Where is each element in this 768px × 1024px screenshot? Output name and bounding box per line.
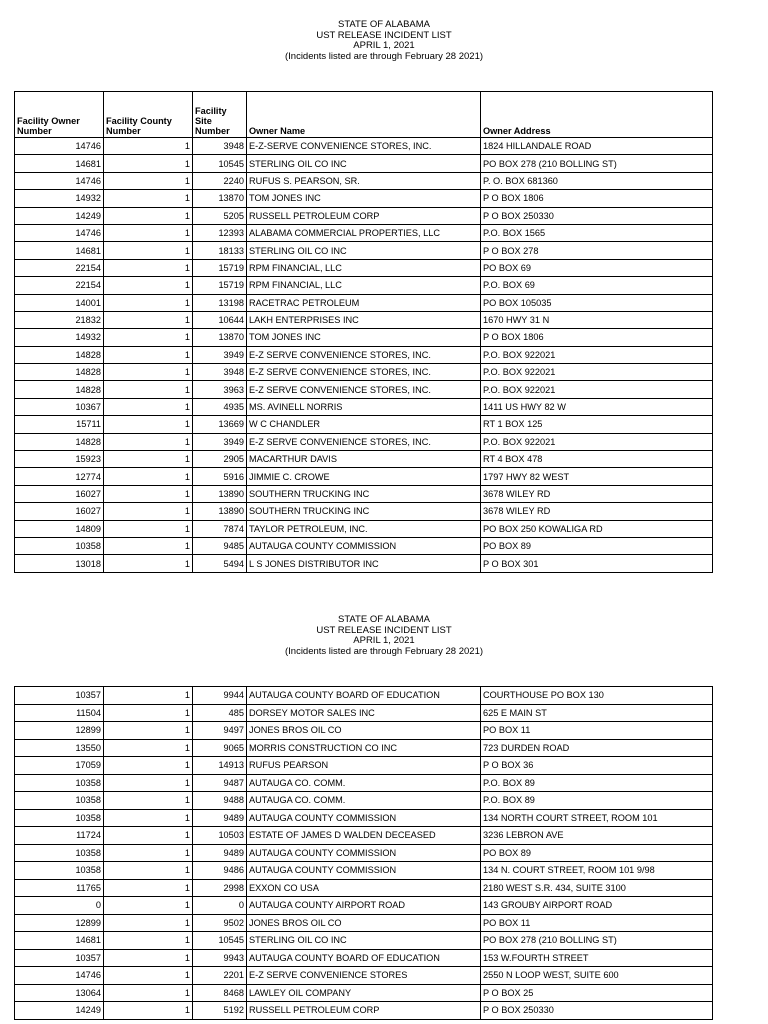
site-number-cell: 7874 bbox=[193, 520, 247, 537]
owner-address-cell: PO BOX 89 bbox=[481, 537, 713, 554]
owner-name-cell: SOUTHERN TRUCKING INC bbox=[247, 485, 481, 502]
owner-address-cell: P.O. BOX 69 bbox=[481, 277, 713, 294]
county-number-cell: 1 bbox=[104, 364, 193, 381]
owner-address-cell: 723 DURDEN ROAD bbox=[481, 739, 713, 757]
table-row bbox=[15, 739, 713, 757]
county-number-cell: 1 bbox=[104, 242, 193, 259]
county-number-cell: 1 bbox=[104, 757, 193, 775]
county-number-cell: 1 bbox=[104, 1002, 193, 1020]
owner-name-cell: RUSSELL PETROLEUM CORP bbox=[247, 207, 481, 224]
county-number-cell: 1 bbox=[104, 294, 193, 311]
county-number-cell: 1 bbox=[104, 207, 193, 224]
county-number-cell: 1 bbox=[104, 451, 193, 468]
owner-number-cell: 14681 bbox=[15, 932, 104, 950]
header-list-title: UST RELEASE INCIDENT LIST bbox=[316, 624, 452, 636]
site-number-cell: 18133 bbox=[193, 242, 247, 259]
owner-name-cell: STERLING OIL CO INC bbox=[247, 155, 481, 172]
owner-number-cell: 11724 bbox=[15, 827, 104, 845]
owner-address-cell: 143 GROUBY AIRPORT ROAD bbox=[481, 897, 713, 915]
site-number-cell: 13198 bbox=[193, 294, 247, 311]
site-number-cell: 12393 bbox=[193, 224, 247, 241]
owner-name-cell: LAWLEY OIL COMPANY bbox=[247, 984, 481, 1002]
table-row bbox=[15, 451, 713, 468]
owner-address-cell: P O BOX 36 bbox=[481, 757, 713, 775]
owner-name-cell: AUTAUGA COUNTY COMMISSION bbox=[247, 809, 481, 827]
county-number-cell: 1 bbox=[104, 774, 193, 792]
owner-name-cell: AUTAUGA COUNTY BOARD OF EDUCATION bbox=[247, 949, 481, 967]
col-header-owner-address: Owner Address bbox=[481, 92, 713, 138]
site-number-cell: 5192 bbox=[193, 1002, 247, 1020]
table-row bbox=[15, 503, 713, 520]
table-row bbox=[15, 537, 713, 554]
site-number-cell: 3963 bbox=[193, 381, 247, 398]
owner-name-cell: MORRIS CONSTRUCTION CO INC bbox=[247, 739, 481, 757]
owner-number-cell: 10367 bbox=[15, 398, 104, 415]
county-number-cell: 1 bbox=[104, 949, 193, 967]
owner-number-cell: 10358 bbox=[15, 537, 104, 554]
site-number-cell: 10545 bbox=[193, 932, 247, 950]
site-number-cell: 2201 bbox=[193, 967, 247, 985]
site-number-cell: 9497 bbox=[193, 722, 247, 740]
table-row bbox=[15, 172, 713, 189]
table-body-2 bbox=[15, 687, 713, 1020]
table-row bbox=[15, 190, 713, 207]
owner-address-cell: COURTHOUSE PO BOX 130 bbox=[481, 687, 713, 705]
owner-number-cell: 22154 bbox=[15, 259, 104, 276]
owner-number-cell: 17059 bbox=[15, 757, 104, 775]
owner-number-cell: 13064 bbox=[15, 984, 104, 1002]
owner-name-cell: MS. AVINELL NORRIS bbox=[247, 398, 481, 415]
table-row bbox=[15, 138, 713, 155]
owner-address-cell: P.O. BOX 922021 bbox=[481, 433, 713, 450]
owner-address-cell: P.O. BOX 922021 bbox=[481, 381, 713, 398]
county-number-cell: 1 bbox=[104, 932, 193, 950]
county-number-cell: 1 bbox=[104, 224, 193, 241]
owner-address-cell: PO BOX 11 bbox=[481, 722, 713, 740]
site-number-cell: 3948 bbox=[193, 364, 247, 381]
site-number-cell: 15719 bbox=[193, 277, 247, 294]
owner-number-cell: 10357 bbox=[15, 687, 104, 705]
owner-name-cell: TOM JONES INC bbox=[247, 329, 481, 346]
owner-address-cell: P O BOX 250330 bbox=[481, 1002, 713, 1020]
header-note: (Incidents listed are through February 28 2021) bbox=[284, 50, 484, 62]
table-row bbox=[15, 277, 713, 294]
table-row bbox=[15, 224, 713, 241]
county-number-cell: 1 bbox=[104, 555, 193, 572]
header-list-title: UST RELEASE INCIDENT LIST bbox=[316, 29, 452, 41]
owner-number-cell: 11765 bbox=[15, 879, 104, 897]
owner-name-cell: AUTAUGA CO. COMM. bbox=[247, 774, 481, 792]
owner-number-cell: 14828 bbox=[15, 433, 104, 450]
site-number-cell: 9486 bbox=[193, 862, 247, 880]
table-row bbox=[15, 555, 713, 572]
owner-address-cell: P O BOX 1806 bbox=[481, 190, 713, 207]
owner-address-cell: P O BOX 25 bbox=[481, 984, 713, 1002]
owner-number-cell: 14809 bbox=[15, 520, 104, 537]
owner-number-cell: 14746 bbox=[15, 172, 104, 189]
report-header-2 bbox=[0, 615, 768, 657]
table-row bbox=[15, 809, 713, 827]
owner-number-cell: 12899 bbox=[15, 722, 104, 740]
owner-number-cell: 22154 bbox=[15, 277, 104, 294]
table-header-row bbox=[15, 92, 713, 138]
owner-name-cell: AUTAUGA COUNTY AIRPORT ROAD bbox=[247, 897, 481, 915]
table-row bbox=[15, 398, 713, 415]
owner-address-cell: PO BOX 105035 bbox=[481, 294, 713, 311]
owner-number-cell: 16027 bbox=[15, 485, 104, 502]
col-header-owner-name: Owner Name bbox=[247, 92, 481, 138]
owner-name-cell: STERLING OIL CO INC bbox=[247, 242, 481, 259]
owner-name-cell: LAKH ENTERPRISES INC bbox=[247, 311, 481, 328]
table-row bbox=[15, 329, 713, 346]
table-row bbox=[15, 242, 713, 259]
county-number-cell: 1 bbox=[104, 381, 193, 398]
header-date: APRIL 1, 2021 bbox=[353, 635, 415, 646]
report-header-1 bbox=[0, 20, 768, 62]
owner-number-cell: 10358 bbox=[15, 809, 104, 827]
table-row bbox=[15, 722, 713, 740]
header-note: (Incidents listed are through February 28 2021) bbox=[284, 645, 484, 657]
owner-number-cell: 15711 bbox=[15, 416, 104, 433]
owner-name-cell: RPM FINANCIAL, LLC bbox=[247, 277, 481, 294]
county-number-cell: 1 bbox=[104, 190, 193, 207]
table-row bbox=[15, 207, 713, 224]
owner-name-cell: JONES BROS OIL CO bbox=[247, 914, 481, 932]
owner-name-cell: W C CHANDLER bbox=[247, 416, 481, 433]
owner-number-cell: 13550 bbox=[15, 739, 104, 757]
site-number-cell: 15719 bbox=[193, 259, 247, 276]
table-row bbox=[15, 485, 713, 502]
owner-name-cell: SOUTHERN TRUCKING INC bbox=[247, 503, 481, 520]
owner-address-cell: PO BOX 69 bbox=[481, 259, 713, 276]
owner-address-cell: 625 E MAIN ST bbox=[481, 704, 713, 722]
owner-name-cell: AUTAUGA CO. COMM. bbox=[247, 792, 481, 810]
county-number-cell: 1 bbox=[104, 722, 193, 740]
owner-address-cell: P O BOX 250330 bbox=[481, 207, 713, 224]
county-number-cell: 1 bbox=[104, 704, 193, 722]
county-number-cell: 1 bbox=[104, 155, 193, 172]
owner-address-cell: 134 NORTH COURT STREET, ROOM 101 bbox=[481, 809, 713, 827]
county-number-cell: 1 bbox=[104, 537, 193, 554]
table-row bbox=[15, 949, 713, 967]
table-row bbox=[15, 364, 713, 381]
owner-name-cell: RPM FINANCIAL, LLC bbox=[247, 259, 481, 276]
table-row bbox=[15, 433, 713, 450]
owner-name-cell: EXXON CO USA bbox=[247, 879, 481, 897]
county-number-cell: 1 bbox=[104, 862, 193, 880]
owner-name-cell: JONES BROS OIL CO bbox=[247, 722, 481, 740]
owner-address-cell: P.O. BOX 922021 bbox=[481, 346, 713, 363]
site-number-cell: 5916 bbox=[193, 468, 247, 485]
owner-address-cell: PO BOX 278 (210 BOLLING ST) bbox=[481, 932, 713, 950]
owner-name-cell: JIMMIE C. CROWE bbox=[247, 468, 481, 485]
owner-address-cell: 1797 HWY 82 WEST bbox=[481, 468, 713, 485]
county-number-cell: 1 bbox=[104, 468, 193, 485]
county-number-cell: 1 bbox=[104, 485, 193, 502]
owner-address-cell: P.O. BOX 922021 bbox=[481, 364, 713, 381]
owner-address-cell: PO BOX 278 (210 BOLLING ST) bbox=[481, 155, 713, 172]
owner-address-cell: 1411 US HWY 82 W bbox=[481, 398, 713, 415]
table-row bbox=[15, 704, 713, 722]
table-row bbox=[15, 687, 713, 705]
site-number-cell: 3948 bbox=[193, 138, 247, 155]
owner-number-cell: 10358 bbox=[15, 844, 104, 862]
table-body-1 bbox=[15, 138, 713, 573]
owner-address-cell: P.O. BOX 1565 bbox=[481, 224, 713, 241]
county-number-cell: 1 bbox=[104, 914, 193, 932]
county-number-cell: 1 bbox=[104, 329, 193, 346]
owner-name-cell: E-Z-SERVE CONVENIENCE STORES, INC. bbox=[247, 138, 481, 155]
owner-number-cell: 12774 bbox=[15, 468, 104, 485]
owner-name-cell: AUTAUGA COUNTY COMMISSION bbox=[247, 537, 481, 554]
owner-name-cell: E-Z SERVE CONVENIENCE STORES, INC. bbox=[247, 346, 481, 363]
table-row bbox=[15, 381, 713, 398]
owner-number-cell: 14249 bbox=[15, 1002, 104, 1020]
county-number-cell: 1 bbox=[104, 827, 193, 845]
county-number-cell: 1 bbox=[104, 398, 193, 415]
county-number-cell: 1 bbox=[104, 503, 193, 520]
owner-number-cell: 14001 bbox=[15, 294, 104, 311]
site-number-cell: 9487 bbox=[193, 774, 247, 792]
site-number-cell: 8468 bbox=[193, 984, 247, 1002]
site-number-cell: 9943 bbox=[193, 949, 247, 967]
owner-number-cell: 16027 bbox=[15, 503, 104, 520]
table-row bbox=[15, 416, 713, 433]
owner-number-cell: 11504 bbox=[15, 704, 104, 722]
county-number-cell: 1 bbox=[104, 967, 193, 985]
owner-number-cell: 15923 bbox=[15, 451, 104, 468]
table-row bbox=[15, 155, 713, 172]
table-row bbox=[15, 1002, 713, 1020]
owner-name-cell: RUSSELL PETROLEUM CORP bbox=[247, 1002, 481, 1020]
owner-address-cell: PO BOX 250 KOWALIGA RD bbox=[481, 520, 713, 537]
owner-address-cell: RT 4 BOX 478 bbox=[481, 451, 713, 468]
header-date: APRIL 1, 2021 bbox=[353, 40, 415, 51]
table-row bbox=[15, 294, 713, 311]
site-number-cell: 10644 bbox=[193, 311, 247, 328]
site-number-cell: 13870 bbox=[193, 190, 247, 207]
site-number-cell: 2998 bbox=[193, 879, 247, 897]
header-state: STATE OF ALABAMA bbox=[337, 614, 431, 625]
county-number-cell: 1 bbox=[104, 172, 193, 189]
site-number-cell: 5494 bbox=[193, 555, 247, 572]
site-number-cell: 13890 bbox=[193, 503, 247, 520]
owner-name-cell: AUTAUGA COUNTY COMMISSION bbox=[247, 844, 481, 862]
owner-address-cell: P.O. BOX 89 bbox=[481, 792, 713, 810]
owner-name-cell: ESTATE OF JAMES D WALDEN DECEASED bbox=[247, 827, 481, 845]
owner-address-cell: 134 N. COURT STREET, ROOM 101 9/98 bbox=[481, 862, 713, 880]
table-row bbox=[15, 520, 713, 537]
col-header-county-number: Facility County Number bbox=[104, 92, 193, 138]
owner-name-cell: TAYLOR PETROLEUM, INC. bbox=[247, 520, 481, 537]
owner-number-cell: 13018 bbox=[15, 555, 104, 572]
owner-number-cell: 14746 bbox=[15, 138, 104, 155]
owner-number-cell: 10357 bbox=[15, 949, 104, 967]
site-number-cell: 13870 bbox=[193, 329, 247, 346]
county-number-cell: 1 bbox=[104, 259, 193, 276]
owner-name-cell: RACETRAC PETROLEUM bbox=[247, 294, 481, 311]
table-row bbox=[15, 792, 713, 810]
site-number-cell: 485 bbox=[193, 704, 247, 722]
owner-name-cell: STERLING OIL CO INC bbox=[247, 932, 481, 950]
site-number-cell: 5205 bbox=[193, 207, 247, 224]
owner-name-cell: AUTAUGA COUNTY COMMISSION bbox=[247, 862, 481, 880]
owner-number-cell: 21832 bbox=[15, 311, 104, 328]
owner-number-cell: 14828 bbox=[15, 346, 104, 363]
incident-table-2 bbox=[14, 686, 713, 1020]
owner-number-cell: 14932 bbox=[15, 190, 104, 207]
county-number-cell: 1 bbox=[104, 739, 193, 757]
owner-number-cell: 14828 bbox=[15, 364, 104, 381]
owner-number-cell: 14746 bbox=[15, 967, 104, 985]
owner-name-cell: DORSEY MOTOR SALES INC bbox=[247, 704, 481, 722]
owner-address-cell: P O BOX 278 bbox=[481, 242, 713, 259]
site-number-cell: 10545 bbox=[193, 155, 247, 172]
site-number-cell: 0 bbox=[193, 897, 247, 915]
county-number-cell: 1 bbox=[104, 277, 193, 294]
col-header-owner-number: Facility Owner Number bbox=[15, 92, 104, 138]
owner-number-cell: 14681 bbox=[15, 242, 104, 259]
county-number-cell: 1 bbox=[104, 311, 193, 328]
owner-name-cell: E-Z SERVE CONVENIENCE STORES, INC. bbox=[247, 433, 481, 450]
site-number-cell: 2240 bbox=[193, 172, 247, 189]
owner-number-cell: 14681 bbox=[15, 155, 104, 172]
county-number-cell: 1 bbox=[104, 897, 193, 915]
owner-address-cell: 1670 HWY 31 N bbox=[481, 311, 713, 328]
col-header-site-number: Facility Site Number bbox=[193, 92, 247, 138]
site-number-cell: 13669 bbox=[193, 416, 247, 433]
table-row bbox=[15, 757, 713, 775]
owner-number-cell: 10358 bbox=[15, 774, 104, 792]
table-row bbox=[15, 862, 713, 880]
owner-address-cell: 3236 LEBRON AVE bbox=[481, 827, 713, 845]
owner-number-cell: 10358 bbox=[15, 862, 104, 880]
site-number-cell: 10503 bbox=[193, 827, 247, 845]
site-number-cell: 9485 bbox=[193, 537, 247, 554]
owner-name-cell: AUTAUGA COUNTY BOARD OF EDUCATION bbox=[247, 687, 481, 705]
county-number-cell: 1 bbox=[104, 879, 193, 897]
county-number-cell: 1 bbox=[104, 984, 193, 1002]
owner-address-cell: 1824 HILLANDALE ROAD bbox=[481, 138, 713, 155]
site-number-cell: 9065 bbox=[193, 739, 247, 757]
county-number-cell: 1 bbox=[104, 346, 193, 363]
table-row bbox=[15, 774, 713, 792]
owner-number-cell: 12899 bbox=[15, 914, 104, 932]
site-number-cell: 9944 bbox=[193, 687, 247, 705]
owner-number-cell: 0 bbox=[15, 897, 104, 915]
table-row bbox=[15, 932, 713, 950]
header-state: STATE OF ALABAMA bbox=[337, 19, 431, 30]
county-number-cell: 1 bbox=[104, 520, 193, 537]
county-number-cell: 1 bbox=[104, 416, 193, 433]
owner-name-cell: MACARTHUR DAVIS bbox=[247, 451, 481, 468]
table-row bbox=[15, 879, 713, 897]
owner-number-cell: 10358 bbox=[15, 792, 104, 810]
table-row bbox=[15, 984, 713, 1002]
owner-name-cell: E-Z SERVE CONVENIENCE STORES, INC. bbox=[247, 364, 481, 381]
county-number-cell: 1 bbox=[104, 792, 193, 810]
owner-address-cell: RT 1 BOX 125 bbox=[481, 416, 713, 433]
site-number-cell: 9488 bbox=[193, 792, 247, 810]
county-number-cell: 1 bbox=[104, 687, 193, 705]
owner-address-cell: 2180 WEST S.R. 434, SUITE 3100 bbox=[481, 879, 713, 897]
owner-number-cell: 14828 bbox=[15, 381, 104, 398]
site-number-cell: 4935 bbox=[193, 398, 247, 415]
owner-number-cell: 14746 bbox=[15, 224, 104, 241]
owner-name-cell: E-Z SERVE CONVENIENCE STORES bbox=[247, 967, 481, 985]
owner-name-cell: ALABAMA COMMERCIAL PROPERTIES, LLC bbox=[247, 224, 481, 241]
owner-address-cell: 3678 WILEY RD bbox=[481, 503, 713, 520]
table-row bbox=[15, 259, 713, 276]
county-number-cell: 1 bbox=[104, 809, 193, 827]
site-number-cell: 13890 bbox=[193, 485, 247, 502]
table-row bbox=[15, 967, 713, 985]
owner-number-cell: 14249 bbox=[15, 207, 104, 224]
table-row bbox=[15, 311, 713, 328]
owner-name-cell: E-Z SERVE CONVENIENCE STORES, INC. bbox=[247, 381, 481, 398]
owner-address-cell: P O BOX 301 bbox=[481, 555, 713, 572]
county-number-cell: 1 bbox=[104, 844, 193, 862]
table-row bbox=[15, 844, 713, 862]
owner-name-cell: L S JONES DISTRIBUTOR INC bbox=[247, 555, 481, 572]
table-row bbox=[15, 914, 713, 932]
table-row bbox=[15, 897, 713, 915]
county-number-cell: 1 bbox=[104, 433, 193, 450]
site-number-cell: 2905 bbox=[193, 451, 247, 468]
owner-address-cell: P.O. BOX 89 bbox=[481, 774, 713, 792]
owner-number-cell: 14932 bbox=[15, 329, 104, 346]
owner-address-cell: 3678 WILEY RD bbox=[481, 485, 713, 502]
owner-address-cell: P. O. BOX 681360 bbox=[481, 172, 713, 189]
owner-address-cell: 2550 N LOOP WEST, SUITE 600 bbox=[481, 967, 713, 985]
owner-name-cell: TOM JONES INC bbox=[247, 190, 481, 207]
site-number-cell: 9502 bbox=[193, 914, 247, 932]
owner-name-cell: RUFUS S. PEARSON, SR. bbox=[247, 172, 481, 189]
owner-name-cell: RUFUS PEARSON bbox=[247, 757, 481, 775]
owner-address-cell: PO BOX 89 bbox=[481, 844, 713, 862]
site-number-cell: 3949 bbox=[193, 346, 247, 363]
table-row bbox=[15, 346, 713, 363]
site-number-cell: 14913 bbox=[193, 757, 247, 775]
table-row bbox=[15, 468, 713, 485]
owner-address-cell: P O BOX 1806 bbox=[481, 329, 713, 346]
site-number-cell: 9489 bbox=[193, 809, 247, 827]
table-row bbox=[15, 827, 713, 845]
owner-address-cell: 153 W.FOURTH STREET bbox=[481, 949, 713, 967]
owner-address-cell: PO BOX 11 bbox=[481, 914, 713, 932]
site-number-cell: 3949 bbox=[193, 433, 247, 450]
incident-table-1 bbox=[14, 91, 713, 573]
county-number-cell: 1 bbox=[104, 138, 193, 155]
site-number-cell: 9489 bbox=[193, 844, 247, 862]
